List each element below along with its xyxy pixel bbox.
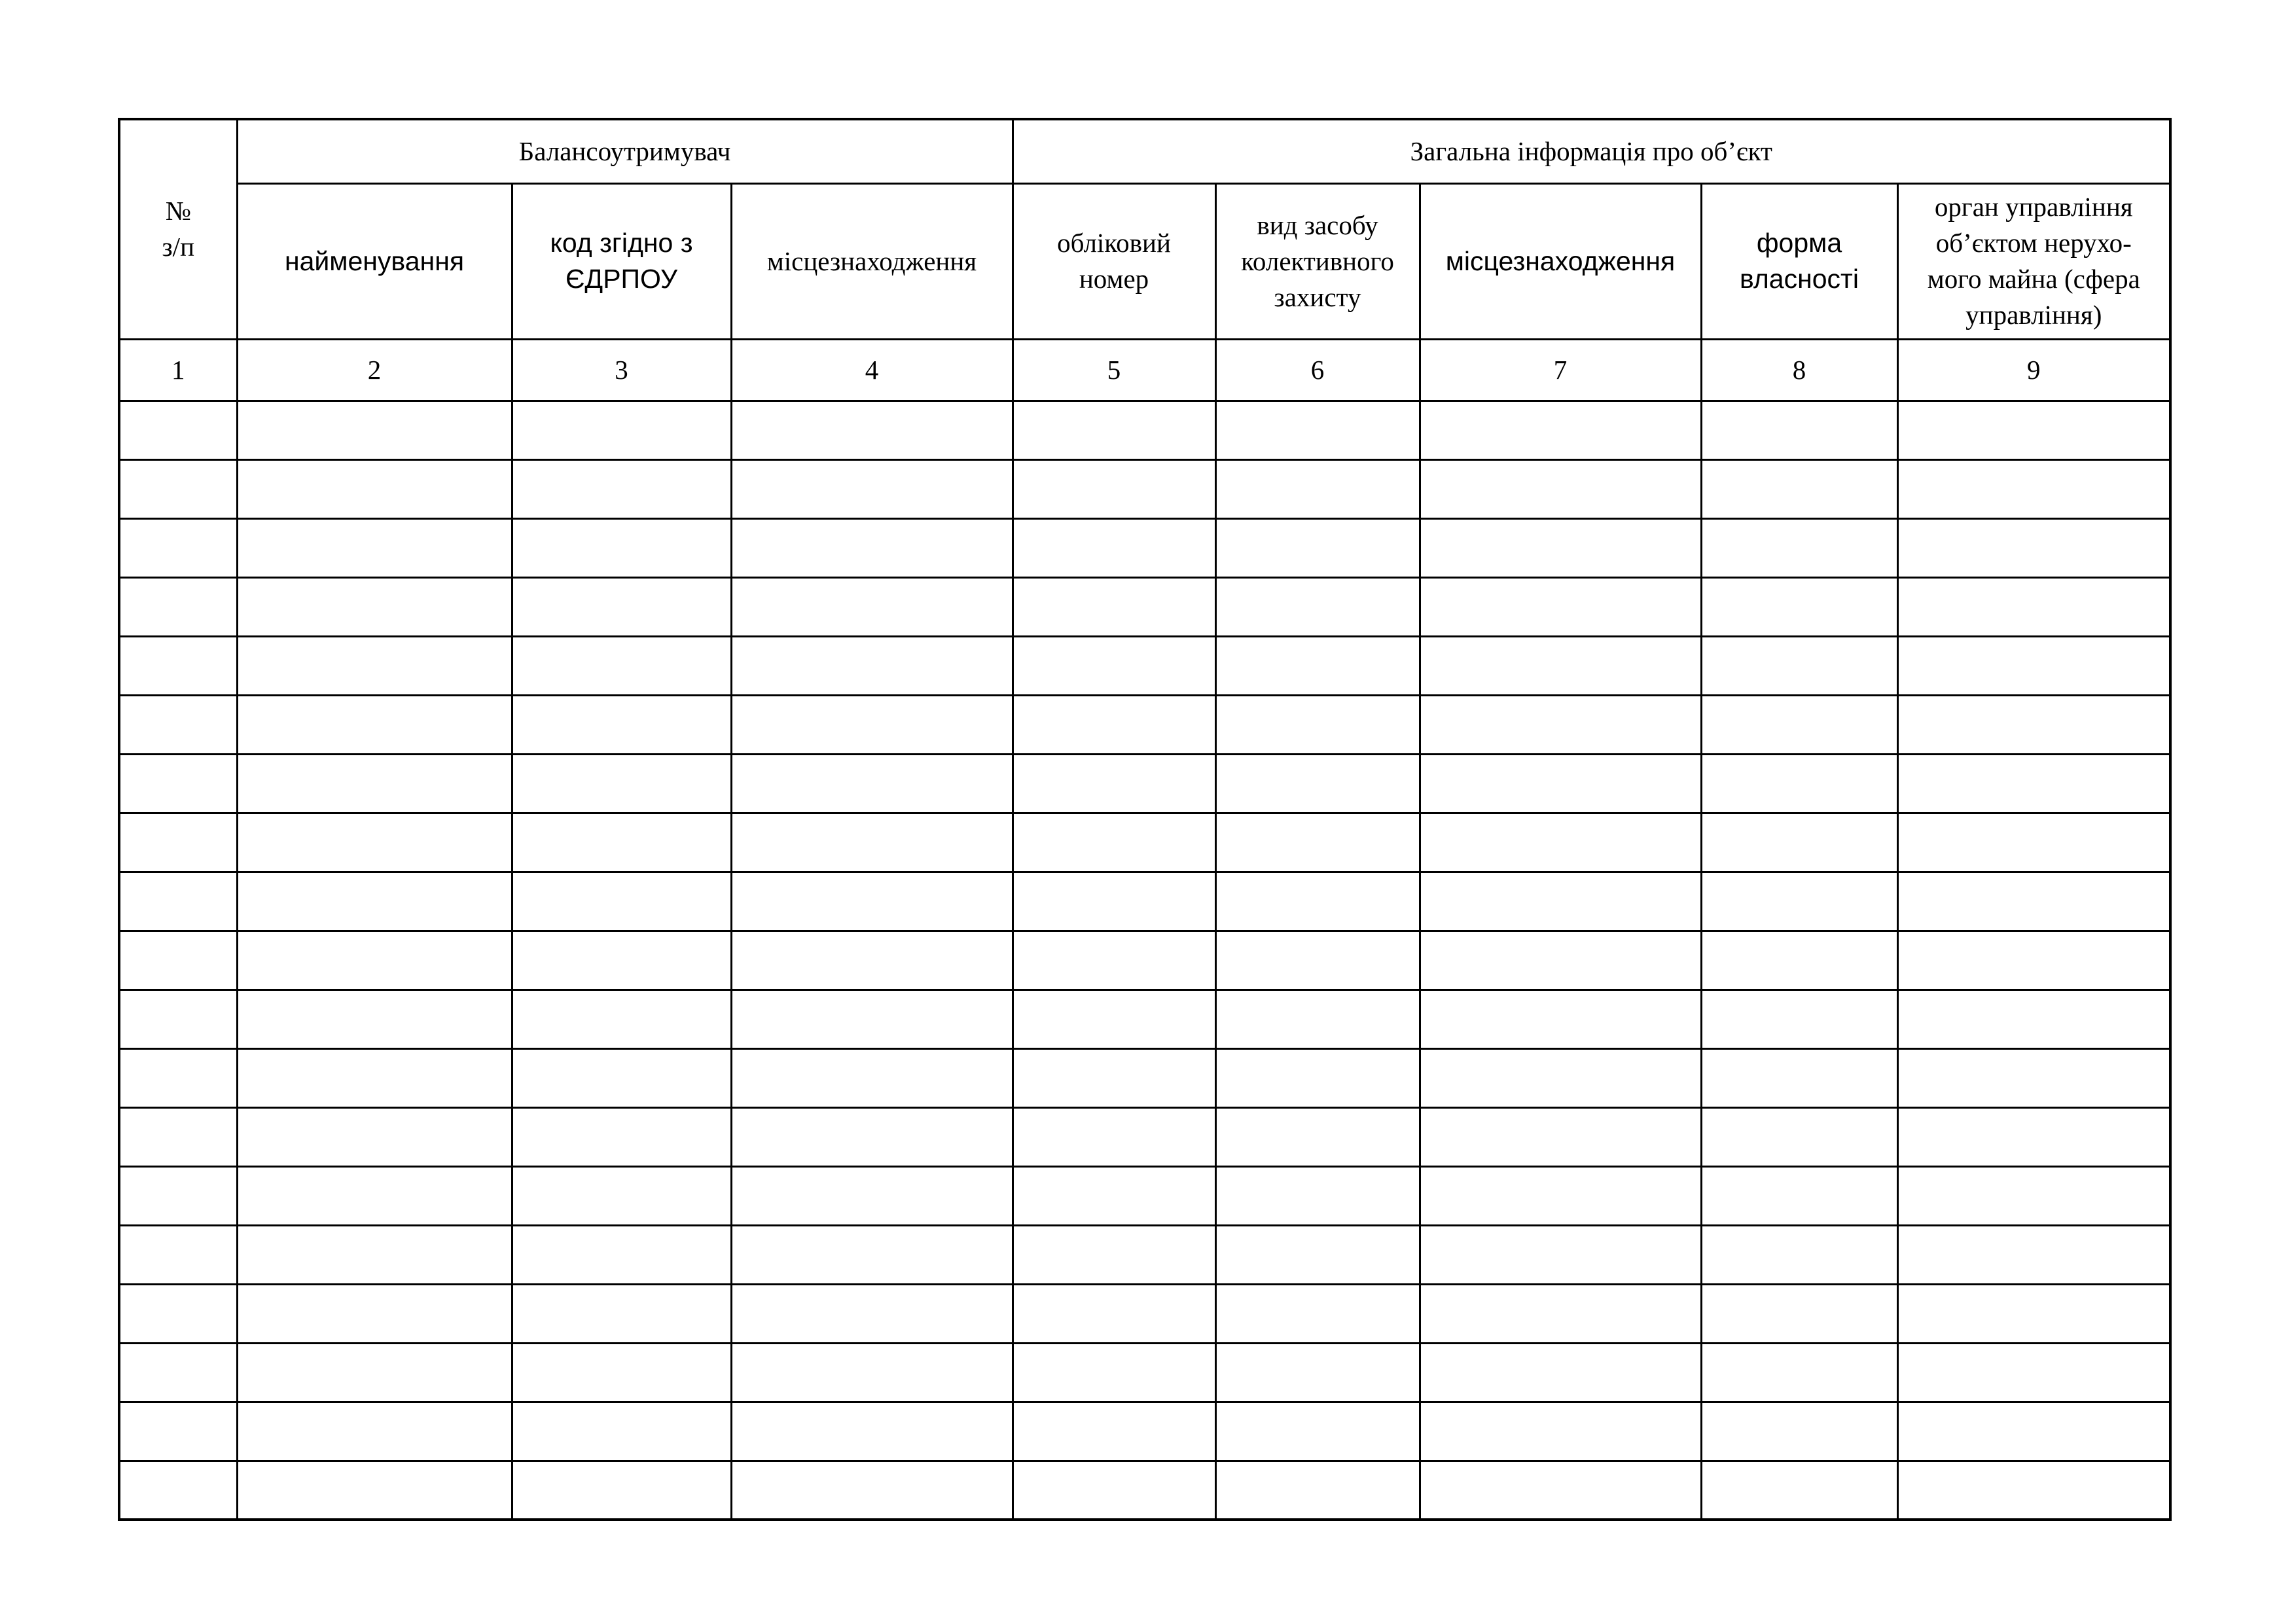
table-cell[interactable] xyxy=(119,636,237,695)
table-cell[interactable] xyxy=(237,518,512,577)
table-row xyxy=(119,401,2170,459)
table-cell[interactable] xyxy=(731,1461,1013,1520)
table-cell[interactable] xyxy=(119,459,237,518)
header-edrpou-code-line: ЄДРПОУ xyxy=(565,264,678,294)
table-cell[interactable] xyxy=(1420,695,1701,754)
table-cell[interactable] xyxy=(119,518,237,577)
table-cell[interactable] xyxy=(1420,1225,1701,1284)
table-cell[interactable] xyxy=(1013,1166,1215,1225)
table-cell[interactable] xyxy=(1897,1402,2170,1461)
table-cell[interactable] xyxy=(731,1225,1013,1284)
table-cell[interactable] xyxy=(731,1107,1013,1166)
table-cell[interactable] xyxy=(512,1048,731,1107)
table-cell[interactable] xyxy=(237,1284,512,1343)
header-protection-type-line: вид засобу xyxy=(1257,209,1378,240)
table-cell[interactable] xyxy=(731,1166,1013,1225)
column-number: 1 xyxy=(119,339,237,401)
table-cell[interactable] xyxy=(1701,401,1897,459)
table-cell[interactable] xyxy=(512,518,731,577)
register-table xyxy=(118,118,2172,1521)
column-number: 6 xyxy=(1215,339,1420,401)
header-account-number-line: обліковий xyxy=(1057,228,1171,258)
table-cell[interactable] xyxy=(1420,990,1701,1048)
column-number: 8 xyxy=(1701,339,1897,401)
table-cell[interactable] xyxy=(1013,636,1215,695)
header-ownership-form xyxy=(1701,183,1897,339)
table-cell[interactable] xyxy=(731,1048,1013,1107)
table-cell[interactable] xyxy=(1215,695,1420,754)
table-cell[interactable] xyxy=(1215,872,1420,931)
table-cell[interactable] xyxy=(1215,1225,1420,1284)
table-cell[interactable] xyxy=(1420,754,1701,813)
header-protection-type-line: колективного xyxy=(1241,245,1394,276)
table-cell[interactable] xyxy=(512,754,731,813)
table-cell[interactable] xyxy=(1013,1225,1215,1284)
header-ownership-form-line: форма xyxy=(1756,228,1842,258)
header-management-authority xyxy=(1897,183,2170,339)
table-cell[interactable] xyxy=(731,931,1013,990)
table-cell[interactable] xyxy=(1701,1107,1897,1166)
table-cell[interactable] xyxy=(237,1461,512,1520)
table-cell[interactable] xyxy=(1215,754,1420,813)
column-number: 9 xyxy=(1897,339,2170,401)
table-cell[interactable] xyxy=(1215,1402,1420,1461)
table-row xyxy=(119,636,2170,695)
table-cell[interactable] xyxy=(1420,1166,1701,1225)
table-row xyxy=(119,872,2170,931)
table-cell[interactable] xyxy=(1013,577,1215,636)
table-cell[interactable] xyxy=(1013,1402,1215,1461)
header-row-columns xyxy=(119,183,2170,339)
column-number: 7 xyxy=(1420,339,1701,401)
table-cell[interactable] xyxy=(1701,872,1897,931)
table-cell[interactable] xyxy=(1701,813,1897,872)
table-cell[interactable] xyxy=(512,1461,731,1520)
table-cell[interactable] xyxy=(1701,754,1897,813)
table-cell[interactable] xyxy=(1215,459,1420,518)
table-cell[interactable] xyxy=(1420,1343,1701,1402)
table-cell[interactable] xyxy=(237,1225,512,1284)
table-cell[interactable] xyxy=(1897,1284,2170,1343)
table-cell[interactable] xyxy=(1701,1166,1897,1225)
table-cell[interactable] xyxy=(1420,401,1701,459)
table-cell[interactable] xyxy=(119,990,237,1048)
table-cell[interactable] xyxy=(237,1107,512,1166)
number-abbreviation: з/п xyxy=(162,232,195,262)
table-cell[interactable] xyxy=(731,695,1013,754)
table-cell[interactable] xyxy=(1215,931,1420,990)
table-cell[interactable] xyxy=(512,1225,731,1284)
table-row xyxy=(119,1107,2170,1166)
table-cell[interactable] xyxy=(731,518,1013,577)
table-cell[interactable] xyxy=(1701,518,1897,577)
header-management-authority-line: управління) xyxy=(1965,300,2102,330)
table-cell[interactable] xyxy=(512,1402,731,1461)
table-cell[interactable] xyxy=(237,931,512,990)
table-cell[interactable] xyxy=(237,577,512,636)
table-cell[interactable] xyxy=(237,401,512,459)
table-cell[interactable] xyxy=(1215,401,1420,459)
table-cell[interactable] xyxy=(1420,1107,1701,1166)
table-row xyxy=(119,1402,2170,1461)
table-cell[interactable] xyxy=(119,1284,237,1343)
table-row xyxy=(119,931,2170,990)
table-cell[interactable] xyxy=(119,1402,237,1461)
table-row xyxy=(119,1343,2170,1402)
table-cell[interactable] xyxy=(512,872,731,931)
table-cell[interactable] xyxy=(512,1166,731,1225)
table-row xyxy=(119,990,2170,1048)
header-group-general-info: Загальна інформація про об’єкт xyxy=(1013,119,2170,183)
table-cell[interactable] xyxy=(1420,813,1701,872)
table-cell[interactable] xyxy=(1013,1284,1215,1343)
column-number: 2 xyxy=(237,339,512,401)
header-protection-type xyxy=(1215,183,1420,339)
table-cell[interactable] xyxy=(237,754,512,813)
table-cell[interactable] xyxy=(1420,459,1701,518)
table-cell[interactable] xyxy=(1897,1343,2170,1402)
table-cell[interactable] xyxy=(237,1343,512,1402)
table-cell[interactable] xyxy=(1215,1166,1420,1225)
table-cell[interactable] xyxy=(512,813,731,872)
header-account-number-line: номер xyxy=(1079,264,1149,294)
table-cell[interactable] xyxy=(731,813,1013,872)
table-cell[interactable] xyxy=(1897,1461,2170,1520)
table-cell[interactable] xyxy=(1701,1048,1897,1107)
table-cell[interactable] xyxy=(731,401,1013,459)
table-cell[interactable] xyxy=(119,401,237,459)
table-cell[interactable] xyxy=(512,1284,731,1343)
table-cell[interactable] xyxy=(731,1284,1013,1343)
table-cell[interactable] xyxy=(1701,695,1897,754)
column-number: 3 xyxy=(512,339,731,401)
column-number: 5 xyxy=(1013,339,1215,401)
table-cell[interactable] xyxy=(237,1402,512,1461)
header-management-authority-line: мого майна (сфера xyxy=(1927,264,2140,294)
table-cell[interactable] xyxy=(119,931,237,990)
table-cell[interactable] xyxy=(237,636,512,695)
table-cell[interactable] xyxy=(1013,1461,1215,1520)
table-row xyxy=(119,1048,2170,1107)
table-row xyxy=(119,813,2170,872)
table-cell[interactable] xyxy=(1897,813,2170,872)
table-cell[interactable] xyxy=(1701,931,1897,990)
table-cell[interactable] xyxy=(1420,1284,1701,1343)
table-cell[interactable] xyxy=(512,459,731,518)
table-cell[interactable] xyxy=(1897,401,2170,459)
table-row xyxy=(119,577,2170,636)
table-cell[interactable] xyxy=(1215,1343,1420,1402)
table-cell[interactable] xyxy=(731,636,1013,695)
table-cell[interactable] xyxy=(731,754,1013,813)
table-cell[interactable] xyxy=(1420,1048,1701,1107)
column-number: 4 xyxy=(731,339,1013,401)
header-edrpou-code-line: код згідно з xyxy=(550,228,693,258)
table-cell[interactable] xyxy=(1420,518,1701,577)
table-cell[interactable] xyxy=(119,1166,237,1225)
header-group-balance-holder: Балансоутримувач xyxy=(237,119,1013,183)
table-cell[interactable] xyxy=(512,577,731,636)
header-object-location: місцезнаходження xyxy=(1420,183,1701,339)
table-cell[interactable] xyxy=(731,1402,1013,1461)
table-cell[interactable] xyxy=(1701,1284,1897,1343)
table-cell[interactable] xyxy=(1420,636,1701,695)
table-cell[interactable] xyxy=(1215,518,1420,577)
table-cell[interactable] xyxy=(731,577,1013,636)
table-row xyxy=(119,1461,2170,1520)
table-cell[interactable] xyxy=(1701,459,1897,518)
header-protection-type-line: захисту xyxy=(1274,281,1361,312)
table-cell[interactable] xyxy=(1013,401,1215,459)
table-cell[interactable] xyxy=(512,931,731,990)
table-cell[interactable] xyxy=(1897,636,2170,695)
table-cell[interactable] xyxy=(237,813,512,872)
table-cell[interactable] xyxy=(1897,1225,2170,1284)
table-cell[interactable] xyxy=(119,1343,237,1402)
table-cell[interactable] xyxy=(1897,990,2170,1048)
table-cell[interactable] xyxy=(1897,931,2170,990)
header-name: найменування xyxy=(237,183,512,339)
header-account-number xyxy=(1013,183,1215,339)
table-cell[interactable] xyxy=(1215,1284,1420,1343)
table-cell[interactable] xyxy=(119,695,237,754)
table-row xyxy=(119,1284,2170,1343)
table-row xyxy=(119,1225,2170,1284)
table-cell[interactable] xyxy=(1215,990,1420,1048)
table-cell[interactable] xyxy=(237,459,512,518)
table-cell[interactable] xyxy=(1013,695,1215,754)
table-cell[interactable] xyxy=(1701,636,1897,695)
table-row xyxy=(119,1166,2170,1225)
table-cell[interactable] xyxy=(119,1461,237,1520)
table-cell[interactable] xyxy=(1013,1048,1215,1107)
table-cell[interactable] xyxy=(119,1225,237,1284)
table-cell[interactable] xyxy=(1215,636,1420,695)
table-cell[interactable] xyxy=(731,1343,1013,1402)
table-cell[interactable] xyxy=(512,401,731,459)
table-cell[interactable] xyxy=(512,1107,731,1166)
table-cell[interactable] xyxy=(1013,754,1215,813)
table-cell[interactable] xyxy=(1897,1048,2170,1107)
table-cell[interactable] xyxy=(731,990,1013,1048)
table-row xyxy=(119,518,2170,577)
table-cell[interactable] xyxy=(1013,1107,1215,1166)
table-cell[interactable] xyxy=(1215,1461,1420,1520)
header-balance-location: місцезнаходження xyxy=(731,183,1013,339)
table-cell[interactable] xyxy=(119,1048,237,1107)
column-number-row xyxy=(119,339,2170,401)
table-cell[interactable] xyxy=(1701,990,1897,1048)
table-cell[interactable] xyxy=(1897,1107,2170,1166)
table-cell[interactable] xyxy=(119,577,237,636)
table-cell[interactable] xyxy=(1701,1343,1897,1402)
table-cell[interactable] xyxy=(512,990,731,1048)
table-cell[interactable] xyxy=(237,872,512,931)
table-cell[interactable] xyxy=(1897,754,2170,813)
table-cell[interactable] xyxy=(1013,813,1215,872)
table-cell[interactable] xyxy=(1215,577,1420,636)
table-cell[interactable] xyxy=(1013,518,1215,577)
table-cell[interactable] xyxy=(1013,459,1215,518)
table-cell[interactable] xyxy=(1420,577,1701,636)
header-row-number xyxy=(119,119,237,339)
table-cell[interactable] xyxy=(1215,1107,1420,1166)
table-cell[interactable] xyxy=(1701,577,1897,636)
header-row-groups xyxy=(119,119,2170,183)
table-row xyxy=(119,695,2170,754)
table-cell[interactable] xyxy=(1701,1461,1897,1520)
table-cell[interactable] xyxy=(1701,1402,1897,1461)
table-cell[interactable] xyxy=(1897,695,2170,754)
table-cell[interactable] xyxy=(1215,813,1420,872)
table-cell[interactable] xyxy=(1013,1343,1215,1402)
table-cell[interactable] xyxy=(1701,1225,1897,1284)
table-cell[interactable] xyxy=(512,636,731,695)
table-row xyxy=(119,459,2170,518)
header-management-authority-line: об’єктом нерухо- xyxy=(1935,228,2132,258)
header-ownership-form-line: власності xyxy=(1740,264,1859,294)
table-cell[interactable] xyxy=(512,695,731,754)
table-cell[interactable] xyxy=(237,990,512,1048)
table-cell[interactable] xyxy=(119,754,237,813)
table-row xyxy=(119,754,2170,813)
table-cell[interactable] xyxy=(119,872,237,931)
table-cell[interactable] xyxy=(1420,1461,1701,1520)
table-cell[interactable] xyxy=(731,459,1013,518)
table-cell[interactable] xyxy=(1420,1402,1701,1461)
table-cell[interactable] xyxy=(1897,459,2170,518)
table-cell[interactable] xyxy=(1420,931,1701,990)
table-cell[interactable] xyxy=(237,1166,512,1225)
table-cell[interactable] xyxy=(1013,872,1215,931)
number-sign: № xyxy=(165,196,191,226)
table-cell[interactable] xyxy=(1420,872,1701,931)
header-management-authority-line: орган управління xyxy=(1934,192,2133,222)
table-cell[interactable] xyxy=(731,872,1013,931)
table-cell[interactable] xyxy=(1013,931,1215,990)
table-cell[interactable] xyxy=(119,813,237,872)
table-cell[interactable] xyxy=(237,1048,512,1107)
table-cell[interactable] xyxy=(1897,872,2170,931)
table-cell[interactable] xyxy=(119,1107,237,1166)
table-cell[interactable] xyxy=(1215,1048,1420,1107)
table-cell[interactable] xyxy=(1897,577,2170,636)
table-cell[interactable] xyxy=(1897,518,2170,577)
table-cell[interactable] xyxy=(1013,990,1215,1048)
table-cell[interactable] xyxy=(1897,1166,2170,1225)
table-cell[interactable] xyxy=(512,1343,731,1402)
table-cell[interactable] xyxy=(237,695,512,754)
header-edrpou-code xyxy=(512,183,731,339)
